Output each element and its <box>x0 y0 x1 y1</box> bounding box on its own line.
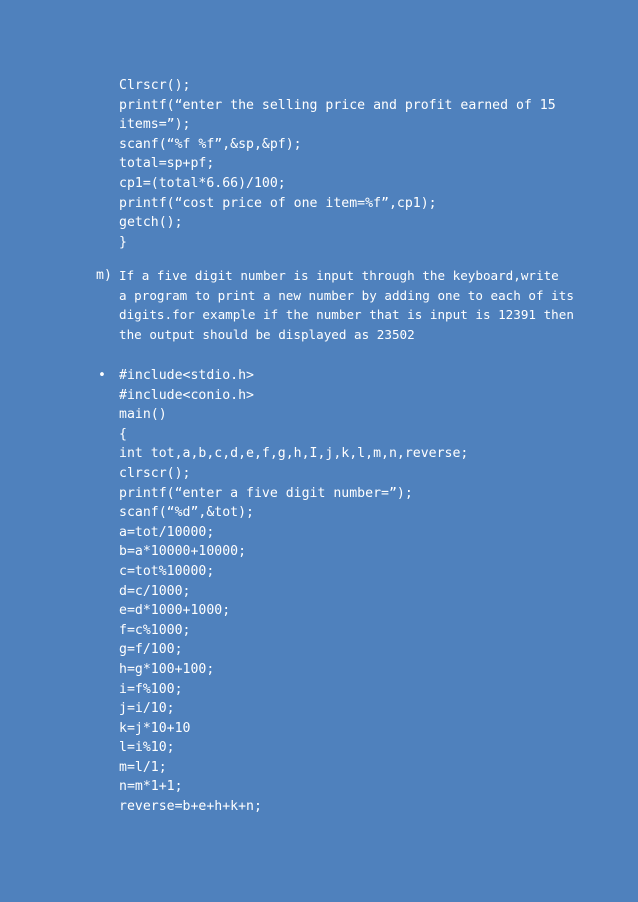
code-block-continued <box>119 76 556 252</box>
code-line: total=sp+pf; <box>119 156 215 172</box>
code-line: m=l/1; <box>119 759 167 775</box>
code-line: clrscr(); <box>119 465 191 481</box>
code-line: } <box>119 234 127 250</box>
code-line: cp1=(total*6.66)/100; <box>119 175 286 191</box>
code-line: #include<conio.h> <box>119 387 254 403</box>
question-marker: m) <box>96 268 112 283</box>
code-line: items=”); <box>119 117 191 133</box>
code-line: d=c/1000; <box>119 583 191 599</box>
code-line: scanf(“%f %f”,&sp,&pf); <box>119 136 302 152</box>
code-line: Clrscr(); <box>119 78 191 93</box>
code-line: a=tot/10000; <box>119 524 215 540</box>
code-line: #include<stdio.h> <box>119 368 254 383</box>
code-line: reverse=b+e+h+k+n; <box>119 799 262 815</box>
code-line: f=c%1000; <box>119 622 191 638</box>
code-line: g=f/100; <box>119 642 183 658</box>
code-line: k=j*10+10 <box>119 720 191 736</box>
code-block-solution <box>119 366 549 817</box>
code-line: e=d*1000+1000; <box>119 603 231 619</box>
code-line: getch(); <box>119 215 183 231</box>
question-line: digits.for example if the number that is input is 12391 then <box>119 307 574 323</box>
code-line: h=g*100+100; <box>119 661 215 677</box>
question-text <box>119 266 574 344</box>
code-line: main() <box>119 407 167 423</box>
question-line: the output should be displayed as 23502 <box>119 326 415 342</box>
code-line: int tot,a,b,c,d,e,f,g,h,I,j,k,l,m,n,reverse; <box>119 446 469 462</box>
code-line: i=f%100; <box>119 681 183 697</box>
code-line: printf(“enter the selling price and profit earned of 15 <box>119 97 556 113</box>
code-line: n=m*1+1; <box>119 779 183 795</box>
code-line: scanf(“%d”,&tot); <box>119 505 254 521</box>
code-line: { <box>119 426 127 442</box>
question-line: a program to print a new number by adding one to each of its <box>119 287 574 303</box>
code-line: printf(“cost price of one item=%f”,cp1); <box>119 195 437 211</box>
bullet-marker: • <box>98 368 106 383</box>
question-line: If a five digit number is input through the keyboard,write <box>119 268 559 283</box>
code-line: c=tot%10000; <box>119 563 215 579</box>
code-line: printf(“enter a five digit number=”); <box>119 485 413 501</box>
code-line: b=a*10000+10000; <box>119 544 247 560</box>
code-line: j=i/10; <box>119 701 175 717</box>
code-line: l=i%10; <box>119 740 175 756</box>
